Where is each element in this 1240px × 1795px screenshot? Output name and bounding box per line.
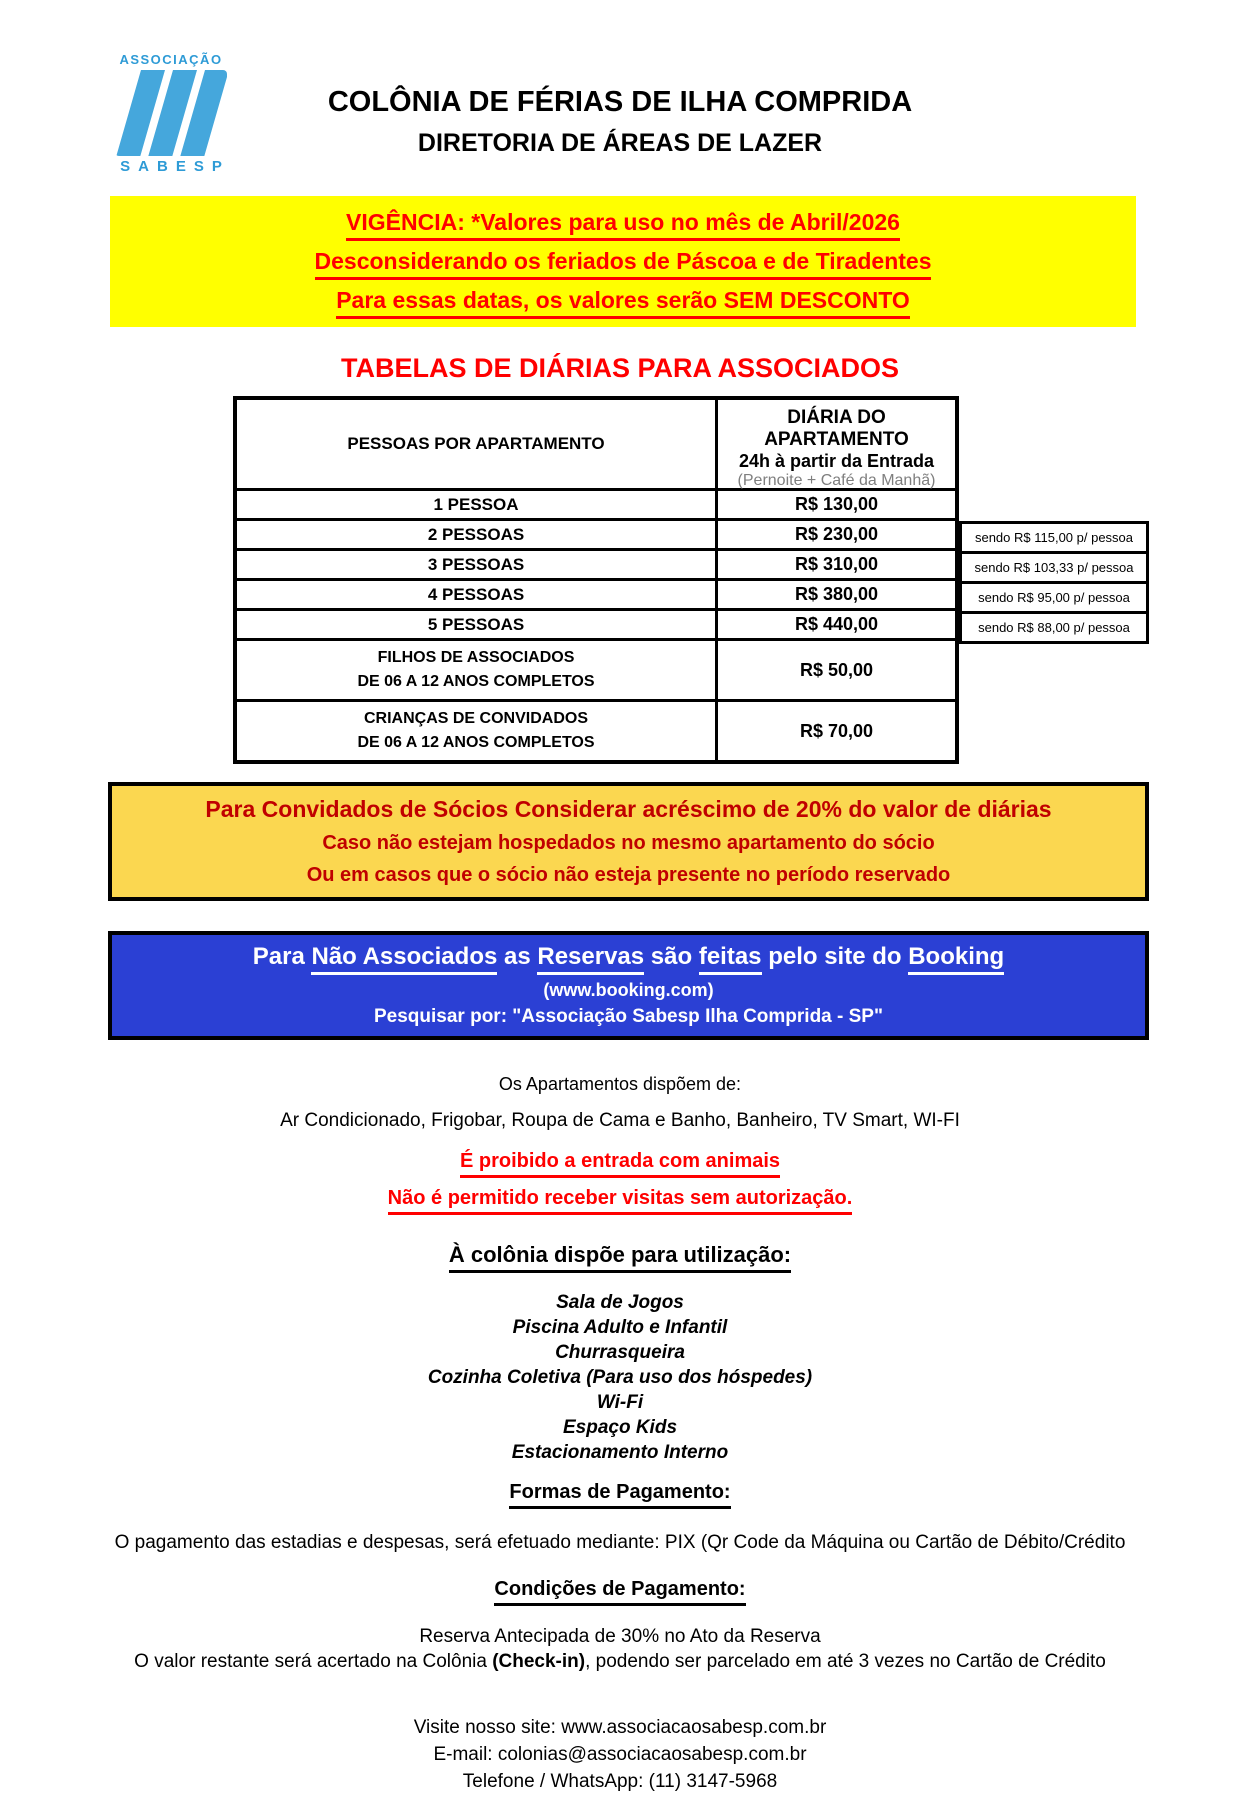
payment-methods-title: Formas de Pagamento: <box>0 1481 1240 1509</box>
row-price: R$ 130,00 <box>794 494 879 514</box>
booking-box <box>108 931 1149 1040</box>
rates-table <box>233 396 1134 764</box>
rates-table-title: TABELAS DE DIÁRIAS PARA ASSOCIADOS <box>340 353 900 383</box>
facility-item: Wi-Fi <box>596 1392 644 1413</box>
page-title: COLÔNIA DE FÉRIAS DE ILHA COMPRIDA <box>327 86 913 118</box>
table-row <box>237 608 955 638</box>
row-label: 3 PESSOAS <box>237 551 718 578</box>
validity-line-2: Desconsiderando os feriados de Páscoa e de Tiradentes <box>110 248 1136 280</box>
per-person-note: sendo R$ 103,33 p/ pessoa <box>962 551 1146 581</box>
facility-item: Cozinha Coletiva (Para uso dos hóspedes) <box>427 1367 813 1388</box>
row-label: CRIANÇAS DE CONVIDADOS DE 06 A 12 ANOS COMPLETOS <box>237 702 718 760</box>
payment-methods-text: O pagamento das estadias e despesas, será efetuado mediante: PIX (Qr Code da Máquina ou Cartão de Débito/Crédito <box>114 1532 1126 1553</box>
page-titles <box>0 86 1240 158</box>
contact-footer <box>0 1714 1240 1795</box>
no-animals-rule: É proibido a entrada com animais <box>0 1150 1240 1178</box>
table-row <box>237 578 955 608</box>
table-row <box>237 638 955 699</box>
per-person-note: sendo R$ 115,00 p/ pessoa <box>974 530 1134 545</box>
row-price: R$ 440,00 <box>794 614 879 634</box>
validity-line-3: Para essas datas, os valores serão SEM DESCONTO <box>110 287 1136 319</box>
row-label: 2 PESSOAS <box>237 521 718 548</box>
conditions-line-2: O valor restante será acertado na Colônia (Check-in), podendo ser parcelado em até 3 vezes no Cartão de Crédito <box>134 1651 1106 1672</box>
payment-conditions-title: Condições de Pagamento: <box>0 1578 1240 1606</box>
surcharge-line-2: Caso não estejam hospedados no mesmo apartamento do sócio <box>322 832 935 854</box>
logo-company-text: SABESP <box>120 158 230 175</box>
footer-phone: Telefone / WhatsApp: (11) 3147-5968 <box>462 1771 778 1792</box>
guests-surcharge-box <box>108 782 1149 901</box>
table-row <box>237 518 955 548</box>
header <box>0 0 1240 196</box>
no-visits-rule: Não é permitido receber visitas sem autorização. <box>0 1187 1240 1215</box>
table-row <box>237 699 955 760</box>
row-price: R$ 310,00 <box>794 554 879 574</box>
table-row <box>237 548 955 578</box>
table-header-row <box>237 400 955 488</box>
logo-association-text: ASSOCIAÇÃO <box>119 52 223 67</box>
surcharge-line-1: Para Convidados de Sócios Considerar acréscimo de 20% do valor de diárias <box>205 796 1052 822</box>
apartments-intro: Os Apartamentos dispõem de: <box>498 1074 742 1094</box>
per-person-note: sendo R$ 95,00 p/ pessoa <box>962 581 1146 611</box>
booking-line-1: Para Não Associados as Reservas são feitas pelo site do Booking <box>112 943 1145 975</box>
row-label: 4 PESSOAS <box>237 581 718 608</box>
booking-search-hint: Pesquisar por: "Associação Sabesp Ilha Comprida - SP" <box>373 1006 883 1027</box>
facilities-list <box>0 1290 1240 1465</box>
row-label: 1 PESSOA <box>237 491 718 518</box>
per-person-notes <box>959 521 1149 644</box>
facilities-title: À colônia dispõe para utilização: <box>0 1242 1240 1273</box>
table-row <box>237 488 955 518</box>
page-subtitle: DIRETORIA DE ÁREAS DE LAZER <box>417 129 823 157</box>
facility-item: Espaço Kids <box>562 1417 678 1438</box>
validity-line-1: VIGÊNCIA: *Valores para uso no mês de Abril/2026 <box>110 209 1136 241</box>
facility-item: Estacionamento Interno <box>511 1442 729 1463</box>
per-person-note: sendo R$ 88,00 p/ pessoa <box>962 611 1146 641</box>
row-label: FILHOS DE ASSOCIADOS DE 06 A 12 ANOS COMPLETOS <box>237 641 718 699</box>
col2-header-line3: (Pernoite + Café da Manhã) <box>737 472 936 489</box>
facility-item: Churrasqueira <box>555 1342 685 1363</box>
booking-url: (www.booking.com) <box>543 980 714 1000</box>
facility-item: Piscina Adulto e Infantil <box>512 1317 728 1338</box>
col2-header-line2: 24h à partir da Entrada <box>738 451 935 471</box>
col2-header-line1: DIÁRIA DO APARTAMENTO <box>764 407 909 450</box>
row-price: R$ 380,00 <box>794 584 879 604</box>
facility-item: Sala de Jogos <box>556 1292 684 1313</box>
col2-header <box>718 400 955 488</box>
footer-site: Visite nosso site: www.associacaosabesp.com.br <box>413 1717 827 1738</box>
payment-conditions-text <box>0 1624 1240 1674</box>
document-body <box>0 1074 1240 1795</box>
surcharge-line-3: Ou em casos que o sócio não esteja presente no período reservado <box>306 864 951 886</box>
validity-banner <box>110 196 1136 327</box>
row-price: R$ 70,00 <box>799 720 874 741</box>
col1-header: PESSOAS POR APARTAMENTO <box>237 400 718 488</box>
row-price: R$ 50,00 <box>799 659 874 680</box>
row-price: R$ 230,00 <box>794 524 879 544</box>
row-label: 5 PESSOAS <box>237 611 718 638</box>
apartments-amenities: Ar Condicionado, Frigobar, Roupa de Cama e Banho, Banheiro, TV Smart, WI-FI <box>280 1110 960 1131</box>
conditions-line-1: Reserva Antecipada de 30% no Ato da Reserva <box>419 1626 821 1647</box>
footer-email: E-mail: colonias@associacaosabesp.com.br <box>433 1744 807 1765</box>
